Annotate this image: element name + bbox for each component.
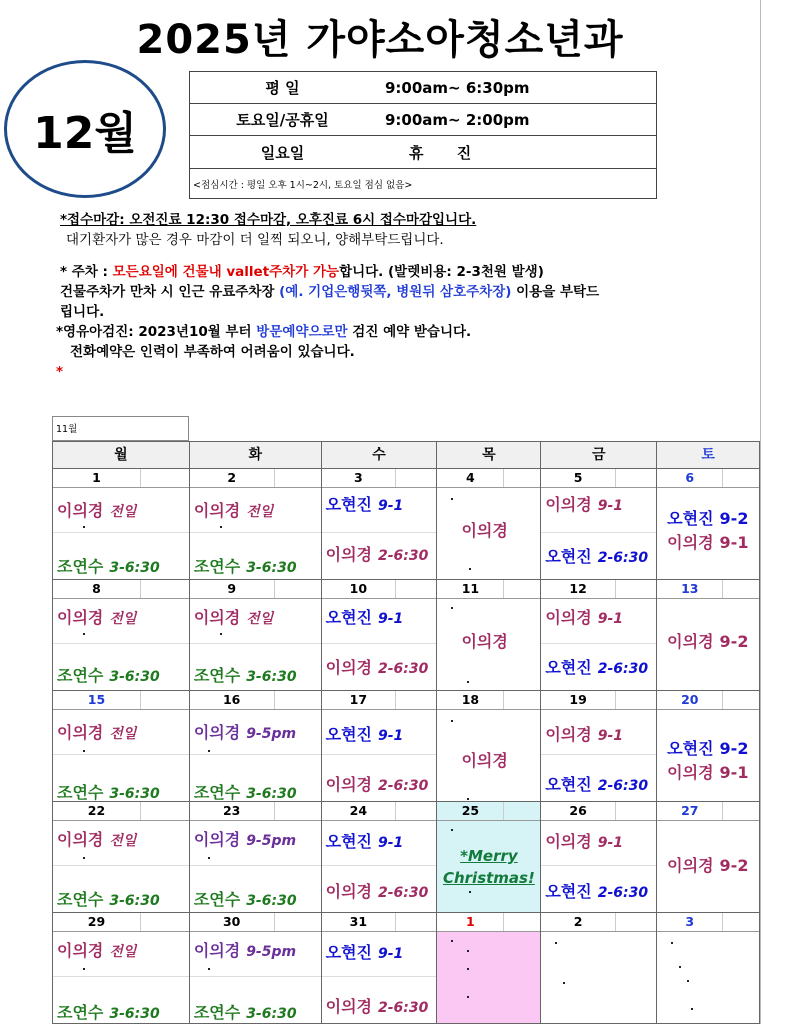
weekday-wed: 수 [322,442,438,469]
schedule-entry: 이의경 9-1 [667,763,749,782]
hours-day-label: 토요일/공휴일 [236,111,329,129]
day-cell [322,802,438,913]
day-number: 13 [681,581,699,596]
schedule-entry: 이의경 [461,632,508,651]
day-number: 9 [227,581,237,596]
day-number: 18 [461,692,480,707]
day-cell-christmas [437,802,541,913]
checkup-prefix: *영유아검진: 2023년10월 부터 [56,324,257,340]
day-cell [657,580,760,691]
parking-suffix: 합니다. (발렛비용: 2-3천원 발생) [339,264,544,280]
checkup-line [56,322,756,342]
day-cell [541,580,657,691]
parking-line-1 [60,262,756,282]
schedule-entry: 조연수 3-6:30 [57,1003,160,1022]
schedule-entry: 오현진 9-1 [325,943,404,962]
schedule-entry: 이의경 9-5pm [193,830,297,849]
schedule-entry: 이의경 9-1 [545,495,623,514]
hours-row-saturday [190,104,656,136]
hours-day-label: 일요일 [260,143,305,162]
day-cell [657,691,760,802]
day-number: 10 [349,581,368,596]
reception-sub: 대기환자가 많은 경우 마감이 더 일찍 되오니, 양해부탁드립니다. [66,232,444,248]
schedule-entry: 이의경 전일 [57,830,137,849]
day-cell [53,802,190,913]
schedule-entry: 오현진 9-2 [667,739,749,758]
day-cell [322,913,438,1024]
day-cell [657,469,760,580]
day-cell [190,580,322,691]
day-number: 5 [573,470,583,485]
schedule-entry: 조연수 3-6:30 [57,557,160,576]
schedule-entry: 이의경 2-6:30 [325,658,429,677]
schedule-entry: 이의경 9-5pm [193,941,297,960]
weekday-header [52,441,760,469]
day-cell [190,469,322,580]
hours-time-value: 9:00am~ 2:00pm [385,110,530,129]
day-cell [53,691,190,802]
schedule-entry: 오현진 9-1 [325,495,404,514]
day-cell [437,580,541,691]
schedule-entry: 이의경 9-2 [667,632,749,651]
lunch-note: <점심시간 : 평일 오후 1시~2시, 토요일 점심 없음> [190,168,656,198]
calendar-week [52,469,760,580]
schedule-entry: 이의경 9-1 [545,725,623,744]
day-number: 8 [92,581,101,596]
parking-line2-prefix: 건물주차가 만차 시 인근 유료주차장 [60,284,280,300]
day-cell [53,580,190,691]
christmas-greeting: *Merry Christmas! [442,847,535,887]
day-cell [53,469,190,580]
hours-day-label: 평 일 [265,79,300,97]
day-number: 19 [569,692,587,707]
day-cell [322,691,438,802]
hours-row-weekday [190,72,656,104]
day-number: 6 [685,470,695,485]
calendar-week [52,691,760,802]
schedule-entry: 조연수 3-6:30 [57,783,160,802]
checkup-suffix: 검진 예약 받습니다. [347,324,472,340]
calendar [52,441,760,1024]
schedule-entry: 이의경 전일 [57,608,137,627]
reception-deadline: *접수마감: 오전진료 12:30 접수마감, 오후진료 6시 접수마감입니다. [60,212,477,228]
day-number: 27 [681,803,699,818]
checkup-sub: 전화예약은 인력이 부족하여 어려움이 있습니다. [70,344,355,360]
schedule-entry: 조연수 3-6:30 [57,666,160,685]
hours-time-value: 9:00am~ 6:30pm [385,78,530,97]
day-cell [190,913,322,1024]
calendar-week [52,580,760,691]
schedule-entry: 조연수 3-6:30 [193,1003,297,1022]
day-number: 26 [569,803,587,818]
month-badge: 12월 [4,60,166,198]
day-number: 15 [87,692,106,707]
hours-time-value: 휴 진 [409,143,486,162]
day-number: 2 [573,914,583,929]
day-cell [657,802,760,913]
day-number: 29 [87,914,106,929]
schedule-entry: 조연수 3-6:30 [193,557,297,576]
day-number: 3 [685,914,695,929]
schedule-entry: 이의경 전일 [57,501,137,520]
red-star: * [56,364,64,380]
parking-prefix: * 주차 : [60,264,113,280]
day-cell [541,802,657,913]
hours-row-sunday [190,136,656,168]
day-cell [541,913,657,1024]
day-number: 24 [349,803,368,818]
schedule-entry: 오현진 2-6:30 [545,775,649,794]
schedule-entry: 이의경 [461,521,508,540]
page-title: 2025년 가야소아청소년과 [136,17,624,63]
day-cell [437,691,541,802]
day-number: 12 [569,581,587,596]
parking-line2-suffix: 이용을 부탁드 [511,284,600,300]
schedule-entry: 이의경 [461,751,508,770]
schedule-entry: 조연수 3-6:30 [193,666,297,685]
schedule-entry: 오현진 2-6:30 [545,882,649,901]
parking-line-3: 립니다. [60,304,105,320]
day-cell [322,469,438,580]
hours-table [189,71,657,199]
day-number: 23 [222,803,241,818]
day-cell [53,913,190,1024]
weekday-sat: 토 [657,442,760,469]
day-number: 4 [466,470,475,485]
schedule-entry: 이의경 2-6:30 [325,997,429,1016]
calendar-week [52,913,760,1024]
day-cell [657,913,760,1024]
day-cell [190,691,322,802]
day-number: 1 [466,914,475,929]
day-number: 17 [349,692,368,707]
day-number: 22 [87,803,106,818]
schedule-entry: 이의경 전일 [57,941,137,960]
day-cell [541,469,657,580]
schedule-entry: 이의경 전일 [193,501,274,520]
schedule-entry: 오현진 9-1 [325,832,404,851]
day-cell [322,580,438,691]
parking-line-2 [60,282,756,302]
schedule-entry: 오현진 9-1 [325,725,404,744]
day-cell-holiday [437,913,541,1024]
parking-highlight: 모든요일에 건물내 vallet주차가 가능 [112,264,340,280]
schedule-entry: 이의경 9-1 [545,608,623,627]
weekday-fri: 금 [541,442,657,469]
schedule-entry: 조연수 3-6:30 [193,890,297,909]
day-number: 25 [461,803,480,818]
schedule-entry: 이의경 전일 [193,608,274,627]
schedule-entry: 이의경 2-6:30 [325,775,429,794]
schedule-entry: 이의경 전일 [57,723,137,742]
page-edge-line [760,0,761,1024]
schedule-entry: 이의경 2-6:30 [325,545,429,564]
calendar-week [52,802,760,913]
schedule-entry: 오현진 2-6:30 [545,658,649,677]
weekday-tue: 화 [190,442,322,469]
schedule-entry: 오현진 9-2 [667,509,749,528]
day-number: 16 [222,692,241,707]
day-cell [437,469,541,580]
weekday-thu: 목 [437,442,541,469]
day-number: 30 [222,914,241,929]
schedule-entry: 이의경 9-5pm [193,723,297,742]
schedule-entry: 조연수 3-6:30 [193,783,297,802]
prev-month-tag: 11월 [52,416,189,441]
schedule-entry: 이의경 2-6:30 [325,882,429,901]
day-number: 3 [354,470,363,485]
day-cell [190,802,322,913]
schedule-entry: 조연수 3-6:30 [57,890,160,909]
schedule-entry: 이의경 9-2 [667,856,749,875]
day-number: 1 [92,470,101,485]
notice-section [56,210,756,382]
day-number: 2 [227,470,237,485]
schedule-entry: 오현진 9-1 [325,608,404,627]
schedule-entry: 오현진 2-6:30 [545,547,649,566]
schedule-entry: 이의경 9-1 [545,832,623,851]
day-number: 31 [349,914,368,929]
schedule-entry: 이의경 9-1 [667,533,749,552]
weekday-mon: 월 [53,442,190,469]
parking-lots: (예. 기업은행뒷쪽, 병원뒤 삼호주차장) [279,284,512,300]
day-number: 11 [461,581,480,596]
day-cell [541,691,657,802]
checkup-highlight: 방문예약으로만 [256,324,348,340]
day-number: 20 [681,692,699,707]
